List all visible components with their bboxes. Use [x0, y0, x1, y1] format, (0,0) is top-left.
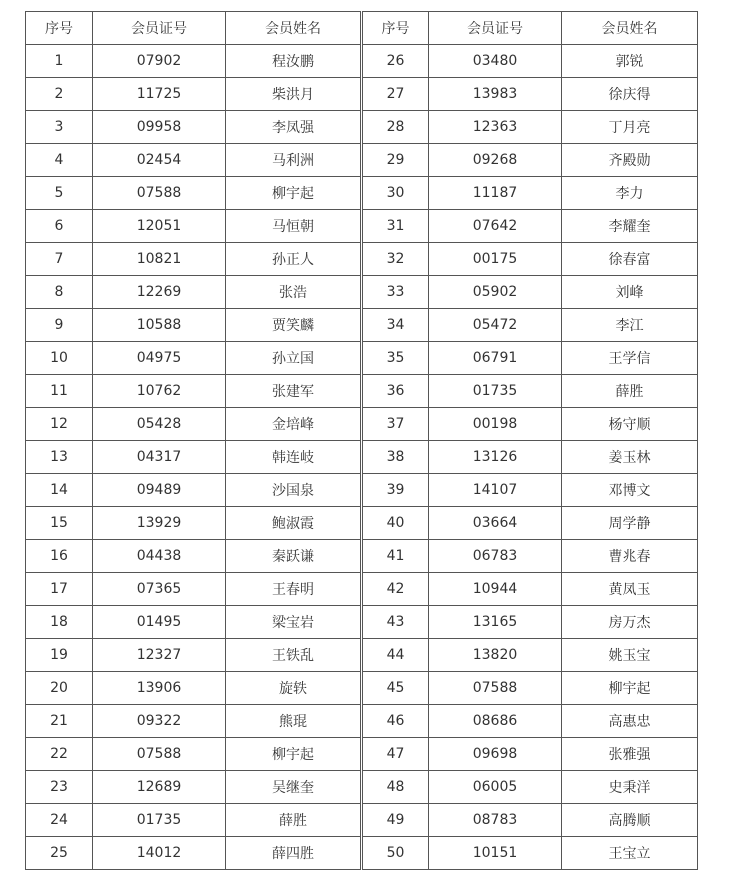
cell-seq-right: 37: [362, 408, 429, 441]
cell-member-name-right: 姚玉宝: [562, 639, 698, 672]
cell-seq-right: 40: [362, 507, 429, 540]
header-member-name-left: 会员姓名: [226, 12, 362, 45]
table-row: [26, 507, 698, 540]
table-row: [26, 144, 698, 177]
cell-member-name-right: 李耀奎: [562, 210, 698, 243]
table-row: [26, 177, 698, 210]
cell-seq-left: 15: [26, 507, 93, 540]
cell-member-name-right: 徐春富: [562, 243, 698, 276]
header-member-name-right: 会员姓名: [562, 12, 698, 45]
table-row: [26, 771, 698, 804]
cell-seq-right: 33: [362, 276, 429, 309]
cell-seq-left: 2: [26, 78, 93, 111]
cell-member-id-right: 12363: [429, 111, 562, 144]
cell-member-id-right: 07642: [429, 210, 562, 243]
cell-member-name-left: 孙立国: [226, 342, 362, 375]
cell-member-id-right: 00175: [429, 243, 562, 276]
table-row: [26, 375, 698, 408]
cell-member-name-right: 姜玉林: [562, 441, 698, 474]
cell-member-name-right: 张雅强: [562, 738, 698, 771]
cell-member-id-right: 05472: [429, 309, 562, 342]
cell-member-name-left: 贾笑麟: [226, 309, 362, 342]
cell-seq-left: 16: [26, 540, 93, 573]
table-row: [26, 342, 698, 375]
table-row: [26, 540, 698, 573]
cell-member-name-right: 邓博文: [562, 474, 698, 507]
cell-member-name-right: 李江: [562, 309, 698, 342]
cell-member-id-right: 10151: [429, 837, 562, 870]
header-seq-left: 序号: [26, 12, 93, 45]
cell-member-id-left: 04317: [93, 441, 226, 474]
cell-member-name-left: 金培峰: [226, 408, 362, 441]
cell-member-id-right: 01735: [429, 375, 562, 408]
cell-seq-left: 12: [26, 408, 93, 441]
cell-member-id-left: 07902: [93, 45, 226, 78]
cell-member-name-left: 孙正人: [226, 243, 362, 276]
cell-member-id-right: 08783: [429, 804, 562, 837]
member-table-container: [25, 11, 698, 870]
cell-member-name-left: 熊琨: [226, 705, 362, 738]
member-table-body: [26, 45, 698, 870]
cell-member-id-left: 07588: [93, 177, 226, 210]
cell-member-name-left: 王春明: [226, 573, 362, 606]
cell-member-id-left: 12051: [93, 210, 226, 243]
cell-seq-right: 43: [362, 606, 429, 639]
cell-member-name-right: 齐殿勋: [562, 144, 698, 177]
cell-seq-left: 9: [26, 309, 93, 342]
cell-seq-right: 28: [362, 111, 429, 144]
cell-seq-right: 48: [362, 771, 429, 804]
table-row: [26, 243, 698, 276]
cell-seq-left: 19: [26, 639, 93, 672]
cell-member-id-left: 09958: [93, 111, 226, 144]
table-row: [26, 672, 698, 705]
cell-member-id-left: 05428: [93, 408, 226, 441]
cell-seq-right: 46: [362, 705, 429, 738]
table-row: [26, 804, 698, 837]
cell-seq-right: 32: [362, 243, 429, 276]
cell-member-name-left: 柳宇起: [226, 738, 362, 771]
cell-member-id-left: 09322: [93, 705, 226, 738]
cell-seq-left: 21: [26, 705, 93, 738]
cell-seq-right: 41: [362, 540, 429, 573]
table-row: [26, 309, 698, 342]
cell-seq-right: 44: [362, 639, 429, 672]
cell-member-name-left: 薛四胜: [226, 837, 362, 870]
cell-member-name-right: 薛胜: [562, 375, 698, 408]
cell-member-name-left: 鲍淑霞: [226, 507, 362, 540]
table-row: [26, 606, 698, 639]
cell-member-id-right: 03480: [429, 45, 562, 78]
cell-member-id-left: 10588: [93, 309, 226, 342]
cell-seq-left: 7: [26, 243, 93, 276]
cell-seq-left: 23: [26, 771, 93, 804]
cell-member-name-left: 吴继奎: [226, 771, 362, 804]
cell-member-name-right: 郭锐: [562, 45, 698, 78]
cell-seq-left: 14: [26, 474, 93, 507]
cell-seq-left: 20: [26, 672, 93, 705]
table-row: [26, 837, 698, 870]
cell-member-id-left: 11725: [93, 78, 226, 111]
cell-member-name-left: 马利洲: [226, 144, 362, 177]
header-row: [26, 12, 698, 45]
cell-seq-right: 27: [362, 78, 429, 111]
member-table: [25, 11, 698, 870]
cell-member-name-left: 柴洪月: [226, 78, 362, 111]
cell-member-id-left: 12327: [93, 639, 226, 672]
cell-member-id-left: 09489: [93, 474, 226, 507]
cell-seq-left: 10: [26, 342, 93, 375]
cell-seq-right: 50: [362, 837, 429, 870]
cell-member-id-right: 13820: [429, 639, 562, 672]
cell-member-id-right: 05902: [429, 276, 562, 309]
cell-member-id-left: 14012: [93, 837, 226, 870]
cell-member-name-left: 王铁乱: [226, 639, 362, 672]
cell-seq-right: 49: [362, 804, 429, 837]
cell-seq-left: 6: [26, 210, 93, 243]
cell-member-name-left: 张浩: [226, 276, 362, 309]
cell-member-id-right: 13126: [429, 441, 562, 474]
cell-member-id-right: 07588: [429, 672, 562, 705]
cell-member-id-left: 07365: [93, 573, 226, 606]
cell-seq-right: 45: [362, 672, 429, 705]
table-row: [26, 474, 698, 507]
cell-seq-right: 47: [362, 738, 429, 771]
table-row: [26, 276, 698, 309]
cell-member-id-right: 06005: [429, 771, 562, 804]
cell-member-id-left: 10821: [93, 243, 226, 276]
cell-member-id-left: 04438: [93, 540, 226, 573]
cell-member-name-left: 柳宇起: [226, 177, 362, 210]
cell-member-id-right: 06783: [429, 540, 562, 573]
cell-member-name-left: 薛胜: [226, 804, 362, 837]
cell-member-name-left: 旋轶: [226, 672, 362, 705]
cell-member-name-left: 梁宝岩: [226, 606, 362, 639]
cell-member-name-right: 史秉洋: [562, 771, 698, 804]
cell-seq-right: 26: [362, 45, 429, 78]
cell-member-id-right: 03664: [429, 507, 562, 540]
cell-member-id-left: 02454: [93, 144, 226, 177]
cell-seq-left: 24: [26, 804, 93, 837]
cell-member-name-left: 秦跃谦: [226, 540, 362, 573]
cell-member-id-left: 12269: [93, 276, 226, 309]
cell-seq-right: 31: [362, 210, 429, 243]
cell-member-id-left: 04975: [93, 342, 226, 375]
cell-member-id-right: 08686: [429, 705, 562, 738]
cell-member-name-right: 黄凤玉: [562, 573, 698, 606]
table-row: [26, 210, 698, 243]
cell-member-name-right: 王学信: [562, 342, 698, 375]
cell-member-name-left: 韩连岐: [226, 441, 362, 474]
cell-seq-left: 25: [26, 837, 93, 870]
cell-member-id-right: 14107: [429, 474, 562, 507]
cell-member-name-right: 高腾顺: [562, 804, 698, 837]
cell-member-id-left: 01495: [93, 606, 226, 639]
table-row: [26, 111, 698, 144]
cell-seq-left: 13: [26, 441, 93, 474]
cell-seq-left: 18: [26, 606, 93, 639]
cell-member-name-left: 李凤强: [226, 111, 362, 144]
cell-member-id-left: 01735: [93, 804, 226, 837]
cell-member-name-right: 丁月亮: [562, 111, 698, 144]
cell-seq-right: 30: [362, 177, 429, 210]
cell-member-id-right: 11187: [429, 177, 562, 210]
cell-member-name-left: 马恒朝: [226, 210, 362, 243]
cell-member-id-right: 00198: [429, 408, 562, 441]
cell-seq-left: 17: [26, 573, 93, 606]
cell-seq-right: 39: [362, 474, 429, 507]
cell-member-id-left: 13906: [93, 672, 226, 705]
cell-member-name-left: 张建军: [226, 375, 362, 408]
member-table-header: [26, 12, 698, 45]
table-row: [26, 639, 698, 672]
table-row: [26, 45, 698, 78]
table-row: [26, 705, 698, 738]
cell-member-name-right: 李力: [562, 177, 698, 210]
cell-seq-right: 36: [362, 375, 429, 408]
cell-seq-right: 34: [362, 309, 429, 342]
header-member-id-right: 会员证号: [429, 12, 562, 45]
cell-seq-left: 22: [26, 738, 93, 771]
cell-seq-left: 8: [26, 276, 93, 309]
cell-member-name-right: 杨守顺: [562, 408, 698, 441]
cell-member-name-right: 高惠忠: [562, 705, 698, 738]
cell-member-id-right: 13165: [429, 606, 562, 639]
header-seq-right: 序号: [362, 12, 429, 45]
table-row: [26, 573, 698, 606]
table-row: [26, 78, 698, 111]
cell-seq-left: 4: [26, 144, 93, 177]
cell-member-name-right: 刘峰: [562, 276, 698, 309]
cell-seq-right: 35: [362, 342, 429, 375]
cell-member-name-right: 周学静: [562, 507, 698, 540]
table-row: [26, 408, 698, 441]
cell-member-name-left: 沙国泉: [226, 474, 362, 507]
table-row: [26, 441, 698, 474]
cell-seq-right: 38: [362, 441, 429, 474]
cell-member-id-right: 09698: [429, 738, 562, 771]
cell-seq-left: 5: [26, 177, 93, 210]
cell-member-id-right: 13983: [429, 78, 562, 111]
cell-member-id-left: 10762: [93, 375, 226, 408]
cell-member-name-right: 房万杰: [562, 606, 698, 639]
table-row: [26, 738, 698, 771]
cell-member-id-left: 12689: [93, 771, 226, 804]
cell-member-name-right: 王宝立: [562, 837, 698, 870]
cell-member-name-left: 程汝鹏: [226, 45, 362, 78]
cell-member-name-right: 柳宇起: [562, 672, 698, 705]
cell-seq-left: 3: [26, 111, 93, 144]
cell-member-id-right: 10944: [429, 573, 562, 606]
cell-seq-left: 11: [26, 375, 93, 408]
cell-member-id-left: 13929: [93, 507, 226, 540]
cell-member-id-left: 07588: [93, 738, 226, 771]
cell-member-name-right: 徐庆得: [562, 78, 698, 111]
cell-seq-left: 1: [26, 45, 93, 78]
cell-seq-right: 29: [362, 144, 429, 177]
header-member-id-left: 会员证号: [93, 12, 226, 45]
cell-seq-right: 42: [362, 573, 429, 606]
cell-member-id-right: 06791: [429, 342, 562, 375]
cell-member-name-right: 曹兆春: [562, 540, 698, 573]
cell-member-id-right: 09268: [429, 144, 562, 177]
